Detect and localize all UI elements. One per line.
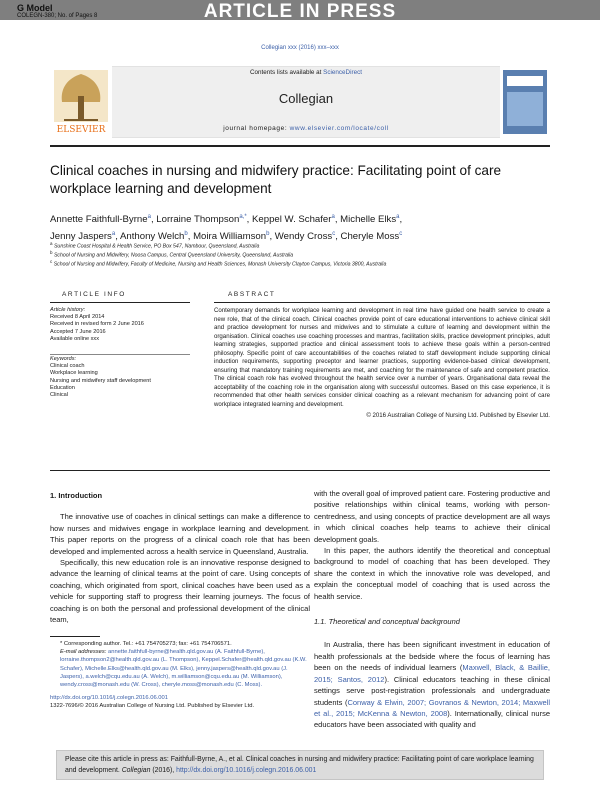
article-title: Clinical coaches in nursing and midwifery practice: Facilitating point of care workplace learning and development [50,163,502,196]
citation-link[interactable]: Conway & Elwin, 2007; Govranos & Newton, 2014; Maxwell et al., 2015; McKenna & Newton, 2008 [314,697,550,718]
doi-link[interactable]: http://dx.doi.org/10.1016/j.colegn.2016.06.001 [50,695,168,702]
right-column [314,488,550,731]
author-emails: annette.faithfull-byrne@health.qld.gov.au (A. Faithfull-Byrne), lorraine.thompson2@health.qld.gov.au (L. Thompson), Keppel.Schafer@health.qld.gov.au (K.W. Schafer), Michelle.Elks@health.qld.gov.au (M. Elks), jenny.jaspers@health.qld.gov.au (J. Jaspers), a.welch@cqu.edu.au (A. Welch), m.williamson@cqu.edu.au (M. Williamson), wendy.cross@monash.edu (W. Cross), cheryle.moss@monash.edu (C. Moss). [60,649,307,689]
abstract-rule [214,302,550,303]
introduction-heading: 1. Introduction [50,491,103,500]
author-affiliation-marker[interactable]: c [399,231,403,238]
journal-reference: Collegian xxx (2016) xxx–xxx [261,45,339,51]
journal-homepage: journal homepage: www.elsevier.com/locate/coll [223,125,389,132]
article-info: Article history: Received 8 April 2014 Received in revised form 2 June 2016 Accepted 7 June 2016 Available online xxx Keywords: Clinical coach Workplace learning Nursing and midwifery staff development Education Clinical [50,307,190,399]
left-column [50,490,310,625]
keyword: Nursing and midwifery staff development [50,377,151,384]
affiliation-b: $^b$ School of Nursing and Midwifery, Noosa Campus, Central Queensland University, Queensland, Australia [50,250,294,259]
author-name: Anthony Welch [120,231,185,243]
author-name: Michelle Elks [340,214,397,226]
article-code: COLEGN-380; No. of Pages 8 [17,13,98,19]
keyword: Education [50,384,75,391]
issn-line: 1322-7696/© 2016 Australian College of Nursing Ltd. Published by Elsevier Ltd. [50,703,255,710]
background-paragraph: In Australia, there has been significant investment in education of health professionals at the bedside where the focus of learning has been on the needs of individual learners (Maxwell, Black, & Baillie, 2015; Santos, 2012). Clinical educators teaching in these clinical settings serve post-registration professionals and undergraduate students (Conway & Elwin, 2007; Govranos & Newton, 2014; Maxwell et al., 2015; McKenna & Newton, 2008). Internationally, clinical nurse educators have been associated with quality and [314,640,551,730]
intro-paragraph-1: The innovative use of coaches in clinical settings can make a difference to how nurses and midwives engage in workplace learning and development. This paper reports on the progress of a clinical coach role that has been developed and implemented across a health service in Queensland, Australia. [50,512,310,556]
keyword: Workplace learning [50,370,98,377]
author-name: Jenny Jaspers [50,231,112,243]
footnote-rule [50,636,100,637]
author-name: Lorraine Thompson [156,214,240,226]
author-affiliation-marker[interactable]: a,* [239,214,247,220]
intro-paragraph-3: with the overall goal of improved patient care. Fostering productive and positive relationships within clinical teams, working with person-centredness, and using concepts of practice development are all ways in which clinical coaches help teams to achieve their clinical development goals. [314,489,550,544]
citation-link[interactable]: Maxwell, Black, & Baillie, 2015; Santos, 2012 [314,663,551,684]
keyword: Clinical [50,392,69,399]
please-cite-box: Please cite this article in press as: Faithfull-Byrne, A., et al. Clinical coaches in nursing and midwifery practice: Facilitating point of care workplace learning and development. Collegian (2016), http://dx.doi.org/10.1016/j.colegn.2016.06.001 [56,750,544,780]
abstract-body [214,307,550,420]
author-affiliation-marker[interactable]: a [147,214,151,220]
author-affiliation-marker[interactable]: a [331,214,335,220]
author-affiliation-marker[interactable]: a [111,231,116,238]
header-rule [50,145,550,147]
subsection-heading: 1.1. Theoretical and conceptual background [314,617,460,627]
footnote: * Corresponding author. Tel.: +61 754705273; fax: +61 754706571. E-mail addresses: annette.faithfull-byrne@health.qld.gov.au (A. Faithfull-Byrne), lorraine.thompson2@health.qld.gov.au (L. Thompson), Keppel.Schafer@health.qld.gov.au (K.W. Schafer), Michelle.Elks@health.qld.gov.au (M. Elks), jenny.jaspers@health.qld.gov.au (J. Jaspers), a.welch@cqu.edu.au (A. Welch), m.williamson@cqu.edu.au (M. Williamson), wendy.cross@monash.edu (W. Cross), cheryle.moss@monash.edu (C. Moss). http://dx.doi.org/10.1016/j.colegn.2016.06.001 1322-7696/© 2016 Australian College of Nursing Ltd. Published by Elsevier Ltd. [50,640,310,711]
author-affiliation-marker[interactable]: b [266,231,270,238]
author-name: Wendy Cross [274,231,333,243]
author-affiliation-marker[interactable]: b [184,231,188,238]
citation-doi-link[interactable]: http://dx.doi.org/10.1016/j.colegn.2016.06.001 [176,766,317,774]
elsevier-logo [50,66,112,138]
contents-line: Contents lists available at ScienceDirect [249,69,362,76]
abstract-copyright: © 2016 Australian College of Nursing Ltd. Published by Elsevier Ltd. [366,411,550,419]
author-affiliation-marker[interactable]: c [332,231,336,238]
affiliation-a: $^a$ Sunshine Coast Hospital & Health Service, PO Box 547, Nambour, Queensland, Australia [50,241,260,250]
info-rule [50,302,190,303]
abstract-text: Contemporary demands for workplace learning and development in real time have guided one health service to create a new role, that of the clinical coach. Clinical coaches provide point of care educational interventions to achieve clinical skill and practice development for nurses and midwives and to stimulate a culture of learning and development within the organisation. Clinical coaches use coaching processes and mantras, facilitation skills, practice development principles, adult learning strategies, supported practice and clinical assessment tools to achieve these goals within a person-centred philosophy. Specific point of care accountabilities of the coaches related to staff development include supporting clinical induction requirements, supporting preceptor and learner practices, supporting evidence-based clinical development, ensuring that mandatory training requirements are met, and coaching for the maintenance of safe and competent practice. The clinical coach role has evolved throughout the health service over a number of years. Organisational data reveal the acceptability of the coaching role in the organisation along with successful outcomes. Based on this case experience, it is recommended that other health services consider clinical coaching as a relevant mechanism for advancing point of care workplace integrated learning and development. [214,307,550,409]
sciencedirect-link[interactable]: ScienceDirect [323,69,362,76]
author-affiliation-marker[interactable]: a [396,214,400,220]
g-model-label: G Model [17,3,53,13]
author-name: Moira Williamson [193,231,267,243]
journal-name: Collegian [278,91,334,106]
elsevier-wordmark: ELSEVIER [56,125,106,135]
intro-paragraph-4: In this paper, the authors identify the theoretical and conceptual background to model of coaching that has been developed. They share the context in which the innovative role was developed, and explain the conceptual model of coaching that is used across the health service. [314,546,550,601]
intro-paragraph-2: Specifically, this new education role is an innovative response designed to advance the learning of clinical teams at the point of care. Using concepts of coaching, which originated from sport, clinical coaches have been used as a vehicle for supporting staff to progress their learning journeys. The focus of coaching is on both the personal and professional development of the clinical team, [50,558,310,625]
abstract-bottom-rule [50,470,550,471]
article-in-press-title: ARTICLE IN PRESS [203,1,397,22]
homepage-link[interactable]: www.elsevier.com/locate/coll [289,125,389,132]
author-name: Keppel W. Schafer [252,214,332,226]
author-name: Annette Faithfull-Byrne [50,214,148,226]
keyword: Clinical coach [50,363,85,370]
affiliation-c: $^c$ School of Nursing and Midwifery, Faculty of Medicine, Nursing and Health Sciences, Monash University Clayton Campus, Victoria 3800, Australia [50,259,387,268]
corresponding-author: * Corresponding author. Tel.: +61 754705273; fax: +61 754706571. [60,641,232,647]
author-name: Cheryle Moss [340,231,400,243]
article-info-heading: ARTICLE INFO [62,291,126,298]
journal-cover-thumbnail [500,66,550,138]
abstract-heading: ABSTRACT [228,291,276,298]
author-list: Annette Faithfull-Byrne$^a$, Lorraine Thompson$^{a,*}$, Keppel W. Schafer$^a$, Michelle Elks$^a$, Jenny Jaspers$^a$, Anthony Welch$^b$, Moira Williamson$^b$, Wendy Cross$^c$, Cheryle Moss$^c$ [50,214,403,243]
